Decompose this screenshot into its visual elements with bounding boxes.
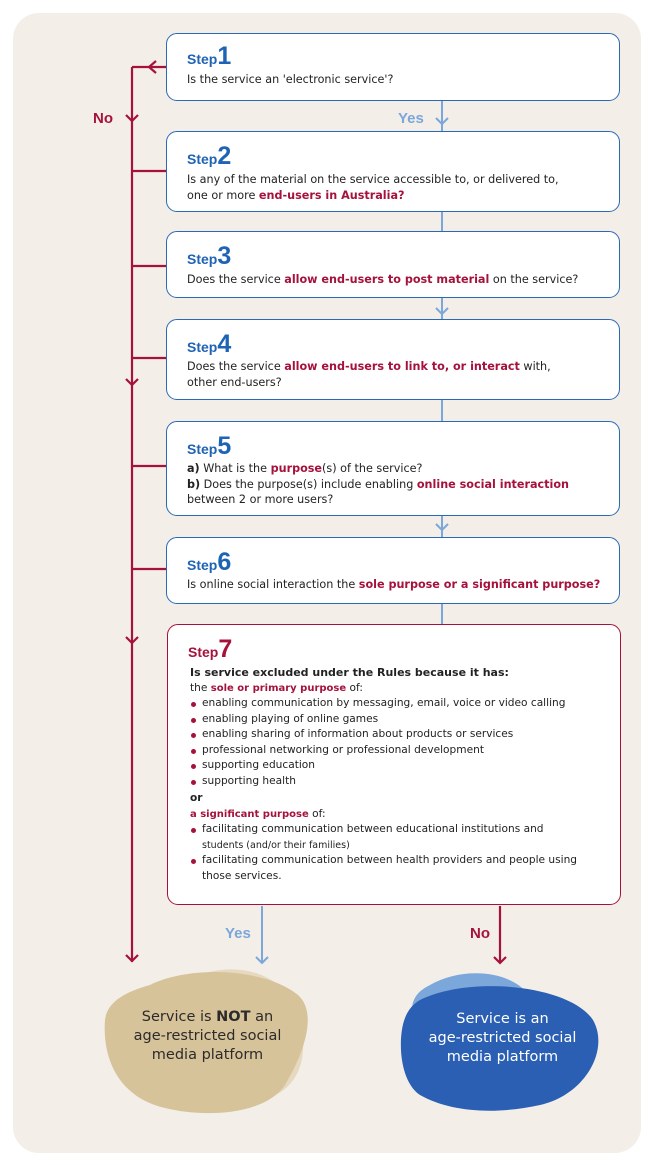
yes-label-top: Yes <box>398 110 424 127</box>
step-4-box <box>166 319 620 400</box>
step-2-label: Step2 <box>187 142 232 170</box>
no-label: No <box>93 110 113 127</box>
significant-purpose-list <box>190 822 608 884</box>
outcome-not-restricted: Service is NOT an age-restricted social media platform <box>133 1009 282 1063</box>
step-7-box <box>167 624 621 905</box>
step-6-box <box>166 537 620 604</box>
list-item: facilitating communication between health providers and people using those services. <box>190 853 608 884</box>
yes-label-bottom: Yes <box>225 925 251 942</box>
significant-intro: a significant purpose of: <box>190 807 326 820</box>
list-item: professional networking or professional development <box>190 743 608 759</box>
or-label: or <box>190 792 203 804</box>
step-7-intro: the sole or primary purpose of: <box>190 681 363 694</box>
step-6-label: Step6 <box>187 548 232 576</box>
step-5-question: a) What is the purpose(s) of the service? b) Does the purpose(s) include enabling online social interaction between 2 or more users? <box>187 462 569 506</box>
primary-purpose-list <box>190 696 608 789</box>
step-7-title: Is service excluded under the Rules because it has: <box>190 666 509 679</box>
step-1-box <box>166 33 620 101</box>
step-2-question: Is any of the material on the service accessible to, or delivered to, one or more end-users in Australia? <box>187 173 559 202</box>
list-item: enabling sharing of information about products or services <box>190 727 608 743</box>
list-item: facilitating communication between educational institutions and students (and/or their families) <box>190 822 608 853</box>
step-3-label: Step3 <box>187 242 232 270</box>
step-7-content <box>190 665 608 884</box>
list-item: supporting education <box>190 758 608 774</box>
step-6-question: Is online social interaction the sole purpose or a significant purpose? <box>187 578 601 591</box>
list-item: supporting health <box>190 774 608 790</box>
step-1-question: Is the service an 'electronic service'? <box>187 73 394 86</box>
step-4-question: Does the service allow end-users to link to, or interact with, other end-users? <box>187 360 551 389</box>
list-item: enabling playing of online games <box>190 712 608 728</box>
outcome-restricted: Service is an age-restricted social media platform <box>428 1011 577 1065</box>
step-5-box <box>166 421 620 516</box>
step-7-label: Step7 <box>188 635 233 663</box>
step-3-question: Does the service allow end-users to post material on the service? <box>187 273 579 286</box>
step-2-box <box>166 131 620 212</box>
step-5-label: Step5 <box>187 432 232 460</box>
step-4-label: Step4 <box>187 330 232 358</box>
step-3-box <box>166 231 620 298</box>
list-item: enabling communication by messaging, email, voice or video calling <box>190 696 608 712</box>
step-1-label: Step1 <box>187 42 232 70</box>
no-label-bottom: No <box>470 925 490 942</box>
